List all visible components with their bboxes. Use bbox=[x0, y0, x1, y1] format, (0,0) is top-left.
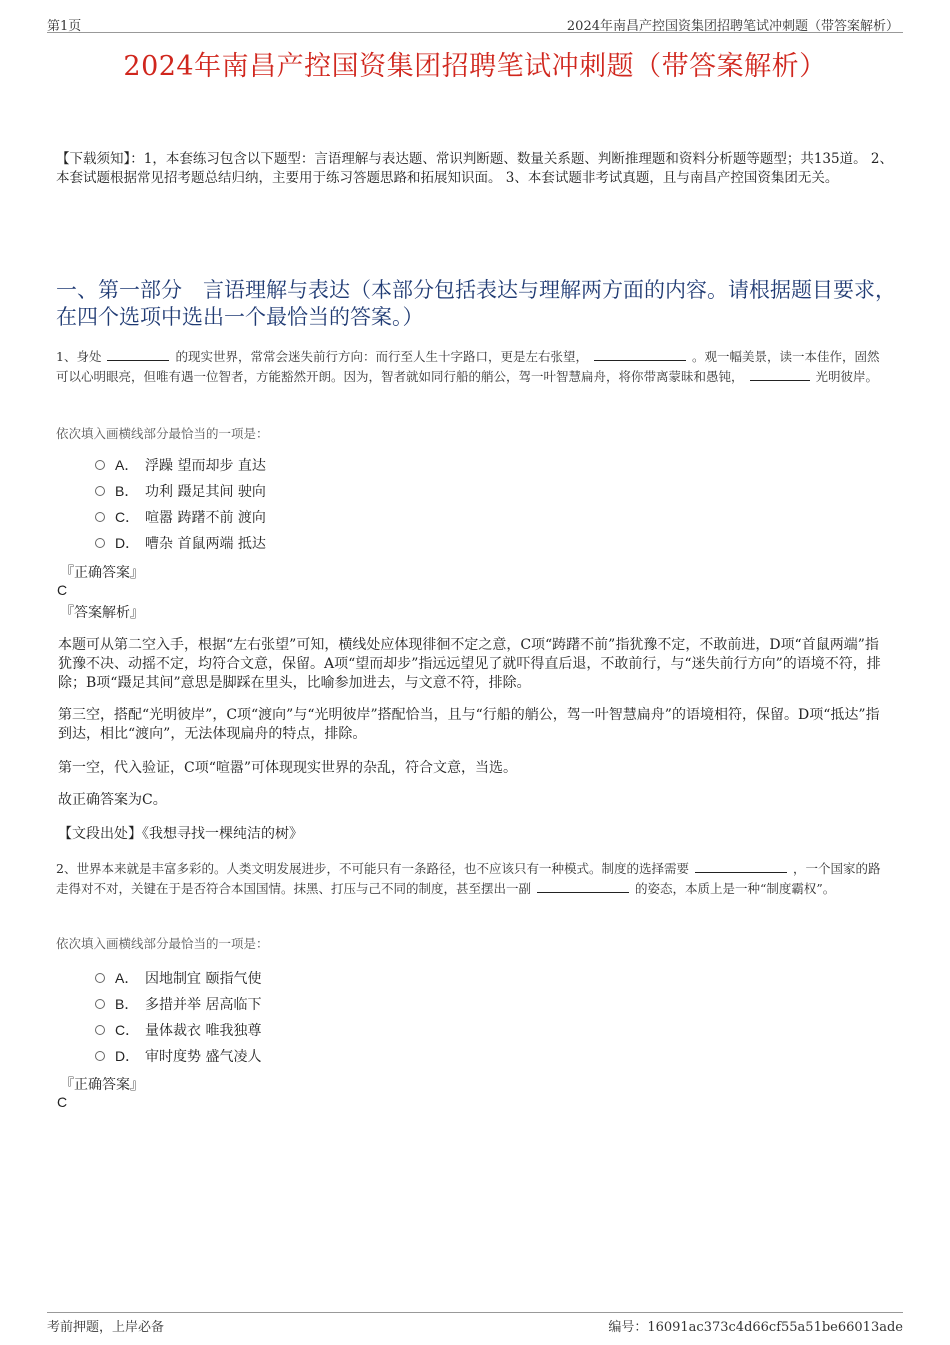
radio-icon[interactable] bbox=[95, 973, 105, 983]
question-2-part: 2、世界本来就是丰富多彩的。人类文明发展进步，不可能只有一条路径，也不应该只有一种模式。制度的选择需要 bbox=[56, 861, 689, 876]
question-1-part: 。观一幅美景，读一本佳作，固然可以心明眼亮，但唯有遇一位智者，方能豁然开朗。因为，智者就如同行船的艄公，驾一叶智慧扁舟，将你带离蒙昧和愚钝， bbox=[56, 349, 880, 384]
option-key: D． bbox=[115, 535, 140, 551]
option-text: 多措并举 居高临下 bbox=[145, 997, 262, 1013]
option-text: 功利 蹑足其间 驶向 bbox=[145, 484, 266, 500]
option-key: A． bbox=[115, 970, 139, 986]
radio-icon[interactable] bbox=[95, 1051, 105, 1061]
option-b[interactable] bbox=[95, 991, 261, 1017]
option-text: 因地制宜 颐指气使 bbox=[145, 971, 262, 987]
page-footer bbox=[47, 1312, 903, 1335]
question-1-part: 1、身处 bbox=[56, 349, 102, 364]
download-notice: 【下载须知】：1，本套练习包含以下题型：言语理解与表达题、常识判断题、数量关系题、判断推理题和资料分析题等题型；共135道。 2、本套试题根据常见招考题总结归纳，主要用于练习答题思路和拓展知识面。 3、本套试题非考试真题，且与南昌产控国资集团无关。 bbox=[56, 151, 893, 186]
option-text: 喧嚣 踌躇不前 渡向 bbox=[145, 510, 266, 526]
page-number: 第1页 bbox=[47, 19, 82, 34]
answer-blank bbox=[750, 368, 810, 381]
answer-label: 『正确答案』 bbox=[60, 565, 144, 581]
option-c[interactable] bbox=[95, 1017, 261, 1043]
answer-blank bbox=[695, 860, 787, 873]
option-a[interactable] bbox=[95, 452, 266, 478]
page-header bbox=[47, 14, 903, 33]
footer-slogan: 考前押题，上岸必备 bbox=[47, 1320, 165, 1335]
question-2-text bbox=[56, 859, 888, 899]
answer-value: C bbox=[57, 582, 68, 598]
option-text: 审时度势 盛气凌人 bbox=[145, 1049, 262, 1065]
option-key: A． bbox=[115, 457, 139, 473]
option-d[interactable] bbox=[95, 530, 266, 556]
option-d[interactable] bbox=[95, 1043, 261, 1069]
radio-icon[interactable] bbox=[95, 538, 105, 548]
header-title: 2024年南昌产控国资集团招聘笔试冲刺题（带答案解析） bbox=[566, 19, 899, 34]
question-1-options bbox=[95, 452, 266, 556]
question-2-options bbox=[95, 965, 261, 1069]
option-b[interactable] bbox=[95, 478, 266, 504]
option-text: 量体裁衣 唯我独尊 bbox=[145, 1023, 262, 1039]
section-heading: 一、第一部分 言语理解与表达（本部分包括表达与理解两方面的内容。请根据题目要求，在四个选项中选出一个最恰当的答案。） bbox=[56, 278, 896, 329]
source-reference: 【文段出处】《我想寻找一棵纯洁的树》 bbox=[58, 826, 303, 842]
option-text: 浮躁 望而却步 直达 bbox=[145, 458, 266, 474]
question-1-part: 的现实世界，常常会迷失前行方向：而行至人生十字路口，更是左右张望， bbox=[175, 349, 588, 364]
radio-icon[interactable] bbox=[95, 999, 105, 1009]
answer-label: 『正确答案』 bbox=[60, 1077, 144, 1093]
option-c[interactable] bbox=[95, 504, 266, 530]
analysis-paragraph: 第一空，代入验证，C项“喧嚣”可体现现实世界的杂乱，符合文意，当选。 bbox=[58, 760, 518, 776]
radio-icon[interactable] bbox=[95, 486, 105, 496]
answer-blank bbox=[537, 880, 629, 893]
question-1-part: 光明彼岸。 bbox=[815, 369, 879, 384]
option-key: D． bbox=[115, 1048, 140, 1064]
answer-value: C bbox=[57, 1094, 68, 1110]
question-2-instruction: 依次填入画横线部分最恰当的一项是： bbox=[56, 936, 269, 951]
analysis-paragraph: 第三空，搭配“光明彼岸”，C项“渡向”与“光明彼岸”搭配恰当，且与“行船的艄公，驾一叶智慧扁舟”的语境相符，保留。D项“抵达”指到达，相比“渡向”，无法体现扁舟的特点，排除。 bbox=[58, 707, 880, 742]
answer-blank bbox=[107, 348, 169, 361]
analysis-paragraph: 本题可从第二空入手，根据“左右张望”可知，横线处应体现徘徊不定之意，C项“踌躇不前”指犹豫不定，不敢前进，D项“首鼠两端”指犹豫不决、动摇不定，均符合文意，保留。A项“望而却步”指远远望见了就吓得直后退，不敢前行，与“迷失前行方向”的语境不符，排除；B项“蹑足其间”意思是脚踩在里头，比喻参加进去，与文意不符，排除。 bbox=[58, 637, 881, 691]
option-text: 嘈杂 首鼠两端 抵达 bbox=[145, 536, 266, 552]
question-2-part: ，一个国家的路走得对不对，关键在于是否符合本国国情。抹黑、打压与己不同的制度，甚至摆出一副 bbox=[56, 861, 881, 896]
question-1-text bbox=[56, 347, 888, 387]
radio-icon[interactable] bbox=[95, 1025, 105, 1035]
option-a[interactable] bbox=[95, 965, 261, 991]
option-key: B． bbox=[115, 483, 139, 499]
radio-icon[interactable] bbox=[95, 512, 105, 522]
analysis-label: 『答案解析』 bbox=[60, 605, 144, 621]
document-id: 编号：16091ac373c4d66cf55a51be66013ade bbox=[608, 1320, 903, 1335]
question-2-part: 的姿态，本质上是一种“制度霸权”。 bbox=[635, 881, 836, 896]
document-title: 2024年南昌产控国资集团招聘笔试冲刺题（带答案解析） bbox=[123, 51, 827, 82]
option-key: B． bbox=[115, 996, 139, 1012]
question-1-instruction: 依次填入画横线部分最恰当的一项是： bbox=[56, 426, 269, 441]
option-key: C． bbox=[115, 1022, 140, 1038]
radio-icon[interactable] bbox=[95, 460, 105, 470]
option-key: C． bbox=[115, 509, 140, 525]
answer-blank bbox=[594, 348, 686, 361]
analysis-conclusion: 故正确答案为C。 bbox=[58, 792, 167, 808]
